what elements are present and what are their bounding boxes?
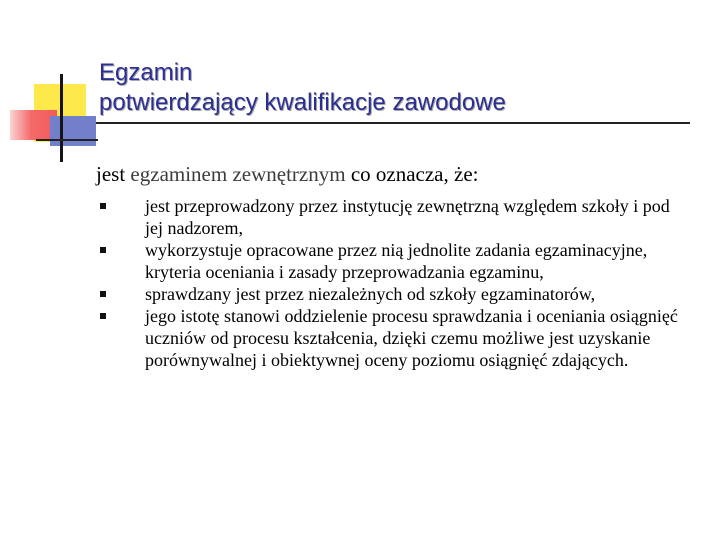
square-bullet-icon xyxy=(100,313,106,319)
square-bullet-icon xyxy=(100,291,106,297)
list-item xyxy=(100,305,690,371)
list-item-text: jest przeprowadzony przez instytucję zewnętrzną względem szkoły i pod jej nadzorem, xyxy=(145,196,670,238)
bullet-list xyxy=(100,195,690,371)
square-bullet-icon xyxy=(100,203,106,209)
list-item xyxy=(100,283,690,305)
logo-horizontal-line xyxy=(36,139,98,141)
slide-title xyxy=(99,58,699,118)
list-item-text: sprawdzany jest przez niezależnych od szkoły egzaminatorów, xyxy=(145,284,596,304)
intro-part-3: co oznacza, że: xyxy=(345,162,479,186)
title-underline xyxy=(96,122,690,124)
logo-blue-block xyxy=(50,116,96,146)
list-item xyxy=(100,195,690,239)
square-bullet-icon xyxy=(100,247,106,253)
list-item-text: wykorzystuje opracowane przez nią jednolite zadania egzaminacyjne, kryteria oceniania i zasady przeprowadzania egzaminu, xyxy=(145,240,648,282)
title-line-2: potwierdzający kwalifikacje zawodowe xyxy=(99,89,506,116)
logo-vertical-line xyxy=(60,74,63,162)
intro-part-2: egzaminem zewnętrznym xyxy=(130,162,346,186)
intro-part-1: jest xyxy=(96,162,131,186)
intro-text xyxy=(96,161,696,187)
list-item-text: jego istotę stanowi oddzielenie procesu sprawdzania i oceniania osiągnięć uczniów od procesu kształcenia, dzięki czemu możliwe jest uzyskanie porównywalnej i obiektywnej oceny poziomu osiągnięć zdających. xyxy=(145,306,678,370)
title-line-1: Egzamin xyxy=(99,59,193,86)
list-item xyxy=(100,239,690,283)
